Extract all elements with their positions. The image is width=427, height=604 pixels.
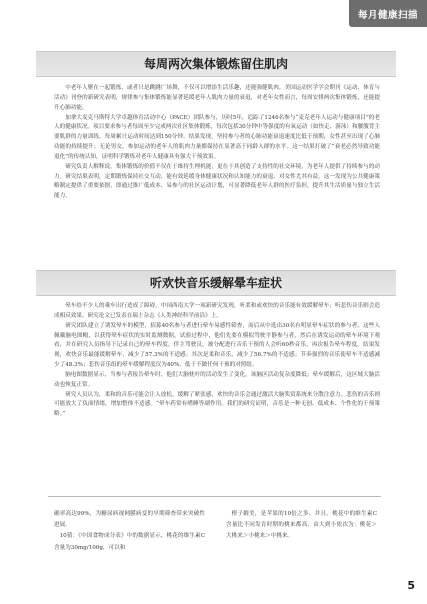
article2-title: 听欢快音乐缓解晕车症状 [36, 270, 396, 296]
bottom-right-paragraph: 橙子媲美，是苹果的10倍之多。并且，桃花中的维生素C含量比不同发育时期的桃来都高，由大到小依次为：桃花＞大桃来＞小桃来＞中桃来。 [226, 511, 377, 540]
article2-paragraph: 脑电图数据显示，当参与者报告晕车时，他们大脑枕叶的活动发生了变化，该脑区活动复杂度降低；晕车缓解后，这区域大脑活动也恢复正常。 [54, 371, 380, 388]
section-tab: 每月健康扫描 [349, 0, 427, 27]
bottom-left-column [54, 509, 205, 554]
article2-paragraph: 研究团队建立了诱发晕车的模型，招募40名参与者进行晕车易感性筛查，而后从中选出30名有明显晕车症状的参与者。这些人佩戴脑电图帽，以获得晕车症状的实时监测数据。试验过程中，他们先要在模拟驾驶平静参与者，然后在诱发运动的晕车环境下观看，并在研究人员指导下记录自己的晕车程度。伴主驾驶员，被分配进行音乐干预的人会听60秒音乐，再次报告晕车程度。结果发现，欢快音乐最能缓解晕车，减少了57.3%的不适感；其次是柔和音乐，减少了56.7%的不适感；节奏强烈的音乐使晕车不适感减少了48.3%；悲伤音乐组的晕车缓解程度仅为40%，低于不做任何干预的对照组。 [54, 322, 380, 369]
article1-paragraph: 加拿大麦克马斯特大学卓越体育活动中心（PACE）团队参与，历时5年，追踪了1246名参与“麦克老年人运动与健康项目”的老人的健康状况。项目要求参与者每周至少完成两次社区集体锻炼，每次包括30分钟中等强度的有氧运动（如快走、游泳）和腰腹背主要肌群的力量训练，每周累计运动时间达到150分钟。结果发现，坚持参与者的心肺功能衰退速度比低于预期，女性甚至出现了心肺功能的持续提升；无论男女，参加运动的老年人的肌肉力量都保持在显著高于同龄人群的水平。这一结果打破了“衰老必然导致功能退化”的传统认知，证明科学锻炼对老年人健康具有强大干预效果。 [54, 114, 380, 160]
article1-paragraph: 研究负责人解释说，集体锻炼的价值不仅在于维持生理机能，更在于其创造了支持性的社交环境，为老年人提供了持续参与的动力。研究结果表明，定期锻炼保持社交互动，能有效延缓身体健康状况和认知能力的衰退，对女性尤其有益。这一发现为公共健康策略制定提供了重要依据，即通过推广低成本、易参与的社区运动计划，可显著降低老年人群的医疗负担，提升其生活质量与独立生活能力。 [54, 163, 380, 200]
bottom-left-paragraph: 10猜：《中国食物成分表》中的数据显示，桃花的维生素C含量为30mg/100g，可以和 [54, 533, 205, 551]
section-divider [48, 496, 381, 497]
article2-paragraph: 晕车给不少人的乘车出行造成了障碍。中国西南大学一项新研究发现，听柔和或欢快的音乐能有效缓解晕车；听悲伤音乐则会造成相反效果。研究论文已发表在瑞士杂志《人类神经科学前沿》上。 [54, 303, 380, 319]
article2-body [54, 302, 380, 420]
bottom-columns [54, 509, 380, 565]
article1-body [54, 84, 380, 202]
bottom-left-paragraph: 确率高达99%，为糖尿病视网膜病变的早期筛查带来突破性进展。 [54, 511, 205, 529]
article1-paragraph: 中老年人聚在一起锻炼，或者只是跳跳广场舞，不仅可以增添生活乐趣，还能强健肌肉。美国运动医学学会期刊《运动、体育与活动》刊登的新研究表明，规律参与集体锻炼能显著延缓老年人肌肉力量的衰退，对老年女性而言，每周安排两次集体锻炼，还能提升心肺功能。 [54, 85, 380, 111]
article2-paragraph: 研究人员认为，柔和的音乐可能会让人放松，缓解了紧张感，欢快的音乐会通过激活大脑奖赏系统来分散注意力。悲伤的音乐则可能放大了负面情绪，增加整体不适感。“晕车药常有嗜睡等副作用。我们的研究证明，音乐是一种无创、低成本、个性化的干预策略。” [54, 391, 380, 418]
bottom-right-column [226, 509, 377, 543]
article1-title: 每周两次集体锻炼留住肌肉 [36, 51, 396, 77]
page-number: 5 [407, 579, 415, 592]
